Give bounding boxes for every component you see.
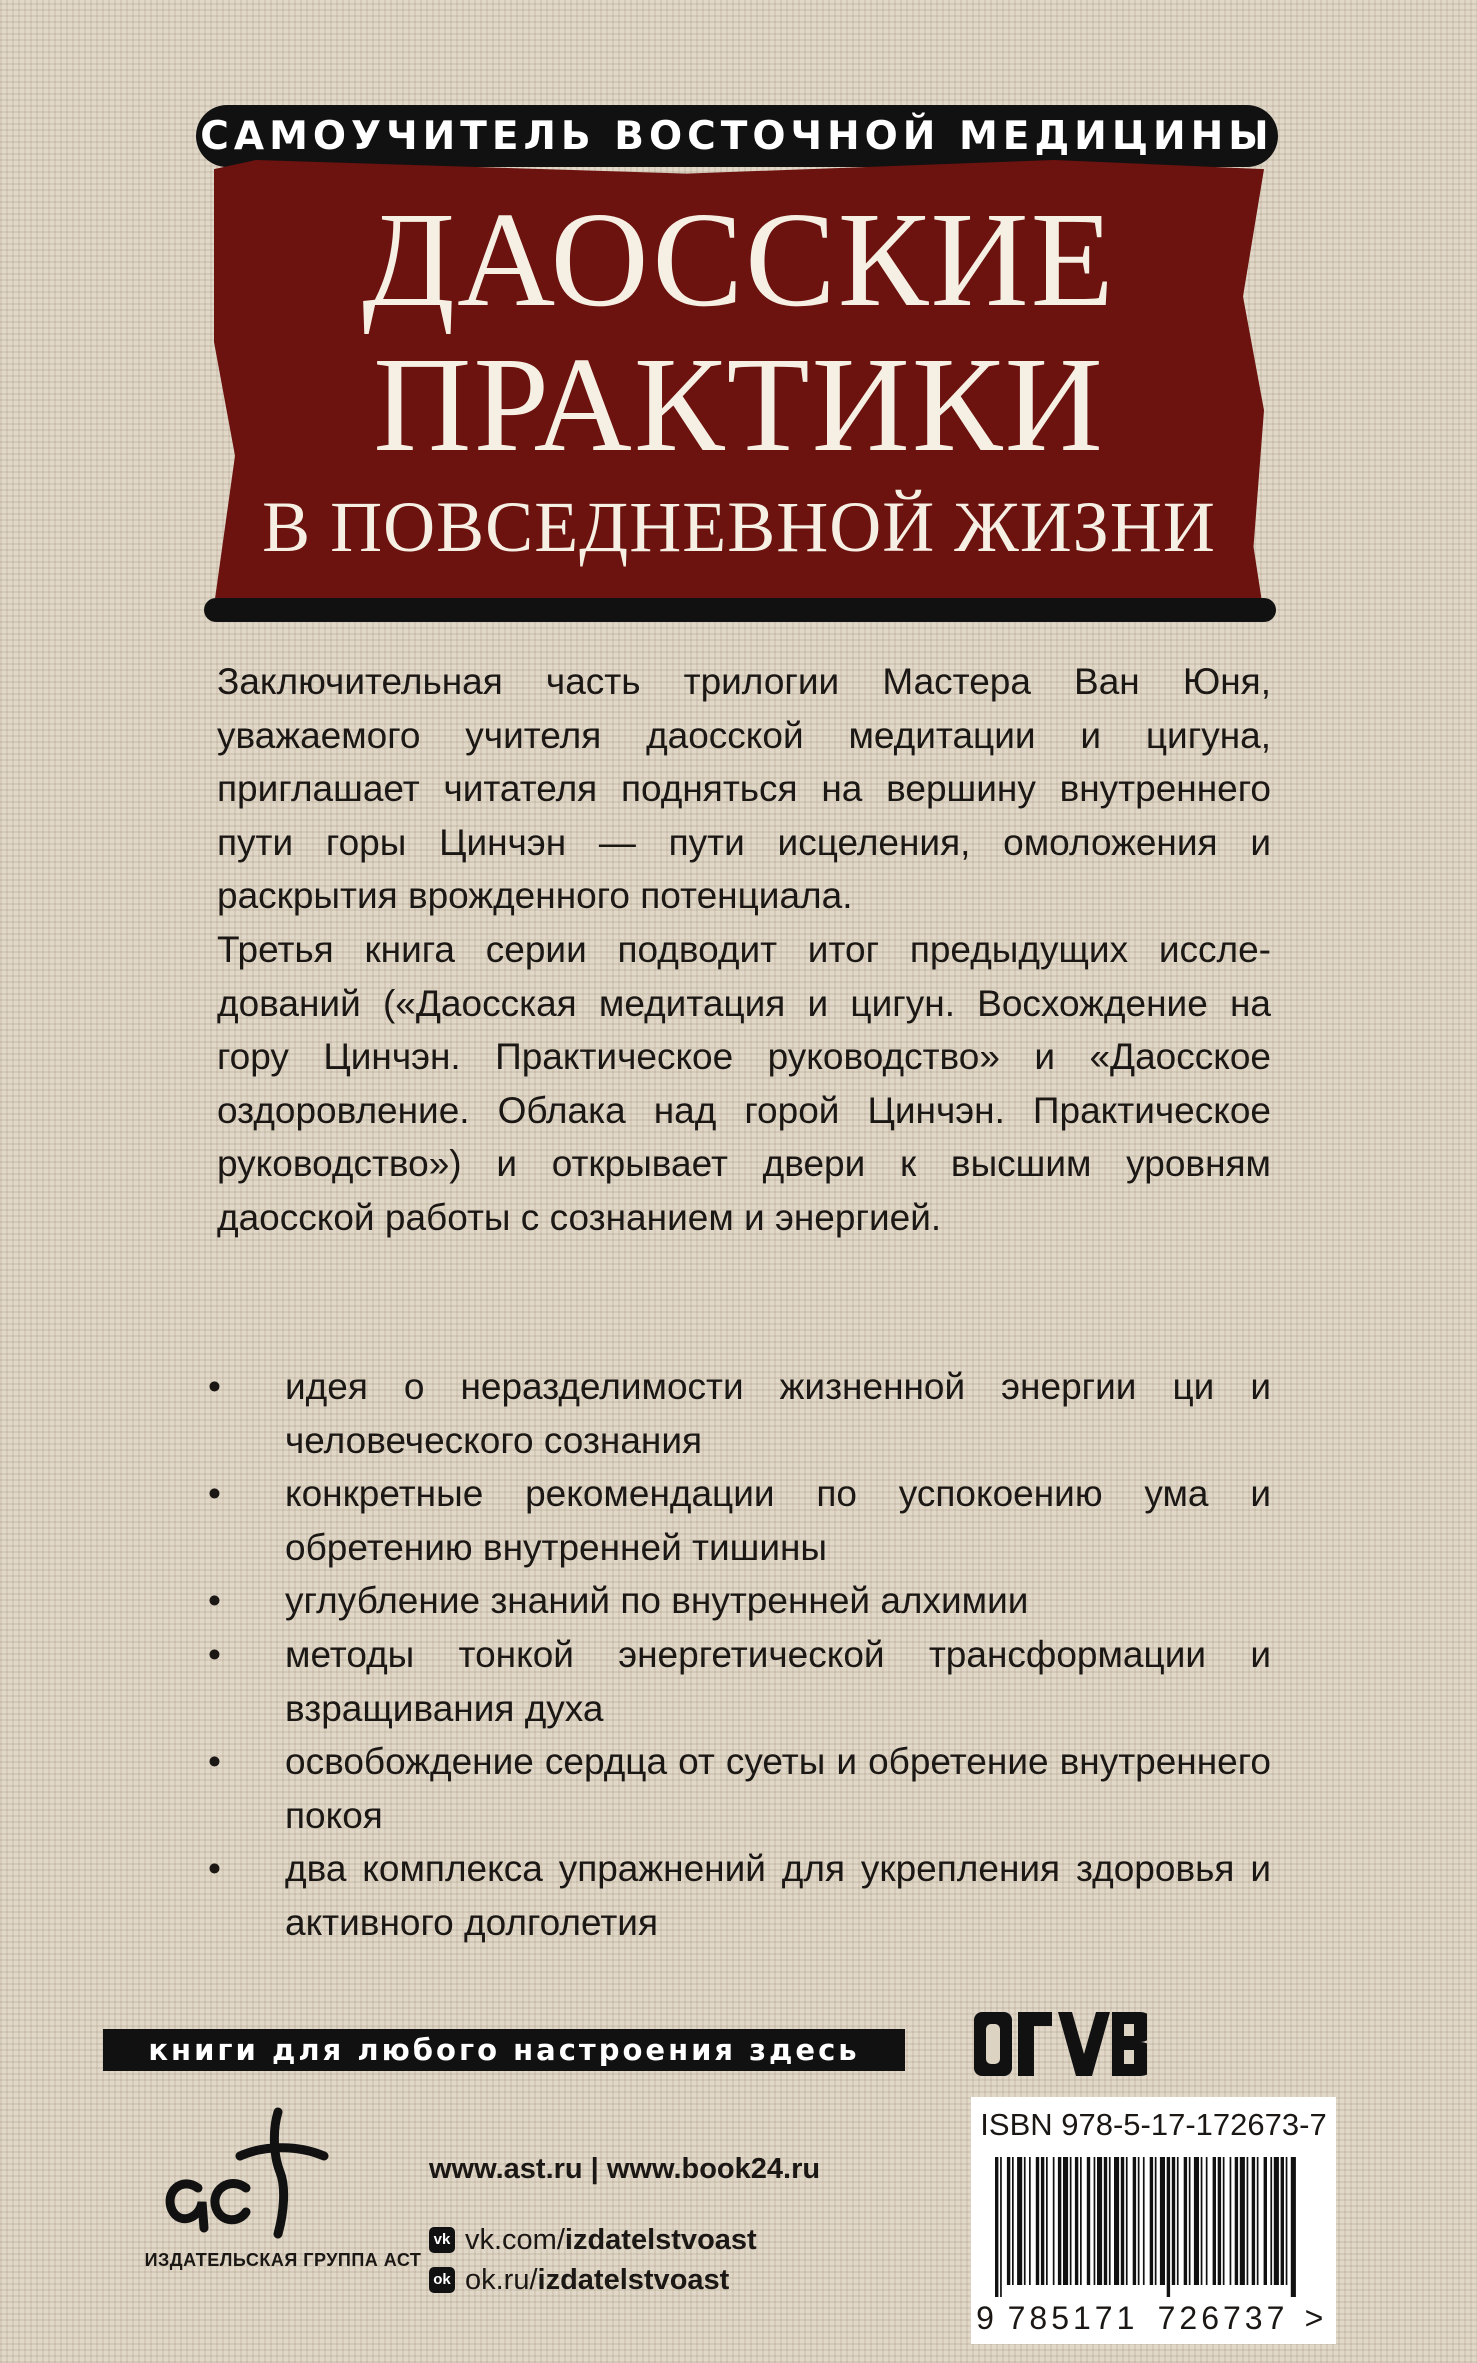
bullet-icon: • bbox=[208, 1473, 221, 1515]
isbn-lead-digit: 9 bbox=[976, 2300, 994, 2336]
barcode-bar bbox=[1247, 2157, 1249, 2285]
barcode-bar bbox=[1184, 2157, 1187, 2285]
barcode-bar bbox=[1000, 2157, 1002, 2297]
ok-handle: izdatelstvoast bbox=[537, 2264, 730, 2296]
feature-item bbox=[205, 1574, 1271, 1628]
feature-item bbox=[205, 1360, 1271, 1467]
barcode-bar bbox=[1058, 2157, 1061, 2285]
series-title: САМОУЧИТЕЛЬ ВОСТОЧНОЙ МЕДИЦИНЫ bbox=[200, 113, 1274, 159]
bullet-icon: • bbox=[208, 1580, 221, 1622]
barcode-bar bbox=[1143, 2157, 1145, 2285]
barcode-bar bbox=[1252, 2157, 1255, 2285]
barcode-bar bbox=[1075, 2157, 1078, 2285]
barcode-bar bbox=[1264, 2157, 1267, 2285]
ok-icon: ok bbox=[429, 2267, 455, 2293]
barcode-bar bbox=[1240, 2157, 1245, 2285]
vk-prefix: vk.com/ bbox=[465, 2224, 565, 2256]
barcode-bar bbox=[1087, 2157, 1090, 2285]
isbn-digits bbox=[971, 2300, 1336, 2337]
feature-item bbox=[205, 1735, 1271, 1842]
barcode-bar bbox=[1109, 2157, 1111, 2285]
barcode-bar bbox=[1155, 2157, 1157, 2285]
ok-link[interactable] bbox=[429, 2260, 949, 2300]
barcode-bar bbox=[1036, 2157, 1039, 2285]
ok-prefix: ok.ru/ bbox=[465, 2264, 538, 2296]
publisher-group-name: ИЗДАТЕЛЬСКАЯ ГРУППА АСТ bbox=[144, 2250, 422, 2270]
isbn-digits-group-1: 785171 bbox=[1007, 2300, 1139, 2336]
feature-item bbox=[205, 1842, 1271, 1949]
isbn-end-mark: > bbox=[1304, 2300, 1324, 2336]
description bbox=[217, 655, 1271, 1245]
barcode-bar bbox=[1223, 2157, 1225, 2285]
barcode-bar bbox=[1007, 2157, 1010, 2285]
barcode-bar bbox=[1218, 2157, 1221, 2285]
barcode-bar bbox=[1104, 2157, 1107, 2285]
barcode-bar bbox=[1094, 2157, 1096, 2285]
slogan-text: книги для любого настроения здесь bbox=[148, 2033, 860, 2067]
feature-text: освобождение сердца от суеты и обретение внутреннего покоя bbox=[285, 1741, 1271, 1836]
isbn-number: ISBN 978-5-17-172673-7 bbox=[980, 2107, 1327, 2142]
barcode-bar bbox=[1029, 2157, 1031, 2285]
slogan-bar bbox=[103, 2029, 905, 2071]
barcode-bar bbox=[1053, 2157, 1055, 2285]
series-header bbox=[196, 105, 1278, 167]
barcode-bar bbox=[1080, 2157, 1082, 2285]
barcode-bar bbox=[1177, 2157, 1179, 2285]
features-list bbox=[205, 1360, 1271, 1950]
barcode-bar bbox=[1235, 2157, 1238, 2285]
feature-item bbox=[205, 1467, 1271, 1574]
bullet-icon: • bbox=[208, 1366, 221, 1407]
isbn-block bbox=[971, 2097, 1336, 2344]
book-title-line-2: ПРАКТИКИ bbox=[373, 330, 1105, 480]
book-title-line-1: ДАОССКИЕ bbox=[362, 185, 1116, 335]
feature-text: конкретные рекомендации по успокоению ума и обретению внутренней тишины bbox=[285, 1473, 1271, 1568]
barcode-bar bbox=[1270, 2157, 1272, 2285]
vk-link[interactable] bbox=[429, 2220, 949, 2260]
bullet-icon: • bbox=[208, 1741, 221, 1783]
barcode-bar bbox=[1046, 2157, 1048, 2285]
barcode-bar bbox=[1172, 2157, 1175, 2285]
bullet-icon: • bbox=[208, 1848, 221, 1890]
barcode-bar bbox=[1274, 2157, 1279, 2285]
bullet-icon: • bbox=[208, 1633, 221, 1675]
barcode-bar bbox=[1097, 2157, 1102, 2285]
barcode-bar bbox=[1160, 2157, 1165, 2285]
book-subtitle: В ПОВСЕДНЕВНОЙ ЖИЗНИ bbox=[262, 487, 1216, 567]
barcode-bar bbox=[1257, 2157, 1259, 2285]
ogiz-logo bbox=[972, 2002, 1147, 2086]
barcode-bar bbox=[1194, 2157, 1199, 2285]
feature-text: методы тонкой энергетической трансформации и взращивания духа bbox=[285, 1633, 1271, 1729]
feature-item bbox=[205, 1628, 1271, 1735]
barcode-icon bbox=[991, 2157, 1301, 2297]
barcode-bar bbox=[1138, 2157, 1140, 2285]
barcode-bar bbox=[1133, 2157, 1136, 2285]
barcode-bar bbox=[1201, 2157, 1203, 2285]
barcode-bar bbox=[1286, 2157, 1288, 2285]
publisher-links bbox=[429, 2148, 949, 2300]
barcode-bar bbox=[1121, 2157, 1124, 2285]
description-paragraph-1: Заключительная часть трилогии Мастера Ван Юня, уважаемого учителя даосской медитации и цигуна, приглашает читателя подняться на вершину внутреннего пути горы Цинчэн — пути исцеления, омоложения и раскрытия врожденного потенциала. bbox=[217, 661, 1271, 917]
barcode-bar bbox=[1012, 2157, 1014, 2285]
vk-handle: izdatelstvoast bbox=[564, 2224, 757, 2256]
website-links[interactable]: www.ast.ru | www.book24.ru bbox=[429, 2153, 821, 2185]
banner-rule bbox=[204, 598, 1276, 622]
barcode-bar bbox=[1063, 2157, 1068, 2285]
isbn-digits-group-2: 726737 bbox=[1157, 2300, 1289, 2336]
barcode-bar bbox=[1189, 2157, 1191, 2285]
barcode-bar bbox=[1070, 2157, 1072, 2285]
barcode-bar bbox=[1291, 2157, 1296, 2297]
barcode-bar bbox=[1150, 2157, 1153, 2285]
barcode-bar bbox=[1206, 2157, 1208, 2285]
barcode-bar bbox=[1126, 2157, 1128, 2285]
barcode-bar bbox=[1114, 2157, 1119, 2285]
ast-logo bbox=[158, 2092, 358, 2262]
description-paragraph-2: Третья книга серии подводит итог предыдущих исследований («Даосская медитация и цигун. Восхождение на гору Цинчэн. Практическое руководство» и «Даосское оздоровление. Облака над горой Цинчэн. Практическое руководство») и открывает двери к высшим уровням даосской работы с сознанием и энергией. bbox=[217, 928, 1271, 1238]
barcode-bar bbox=[1024, 2157, 1026, 2285]
barcode-bar bbox=[1017, 2157, 1022, 2285]
barcode-bar bbox=[1213, 2157, 1216, 2285]
feature-text: два комплекса упражнений для укрепления здоровья и активного долголетия bbox=[285, 1848, 1271, 1943]
vk-icon: vk bbox=[429, 2227, 455, 2253]
barcode-bar bbox=[1281, 2157, 1284, 2285]
barcode-bar bbox=[995, 2157, 998, 2297]
barcode-bar bbox=[1041, 2157, 1044, 2285]
feature-text: идея о неразделимости жизненной энергии ци и человеческого сознания bbox=[285, 1366, 1271, 1461]
barcode-bar bbox=[1167, 2157, 1170, 2297]
feature-text: углубление знаний по внутренней алхимии bbox=[285, 1580, 1029, 1622]
barcode-bar bbox=[1230, 2157, 1232, 2285]
